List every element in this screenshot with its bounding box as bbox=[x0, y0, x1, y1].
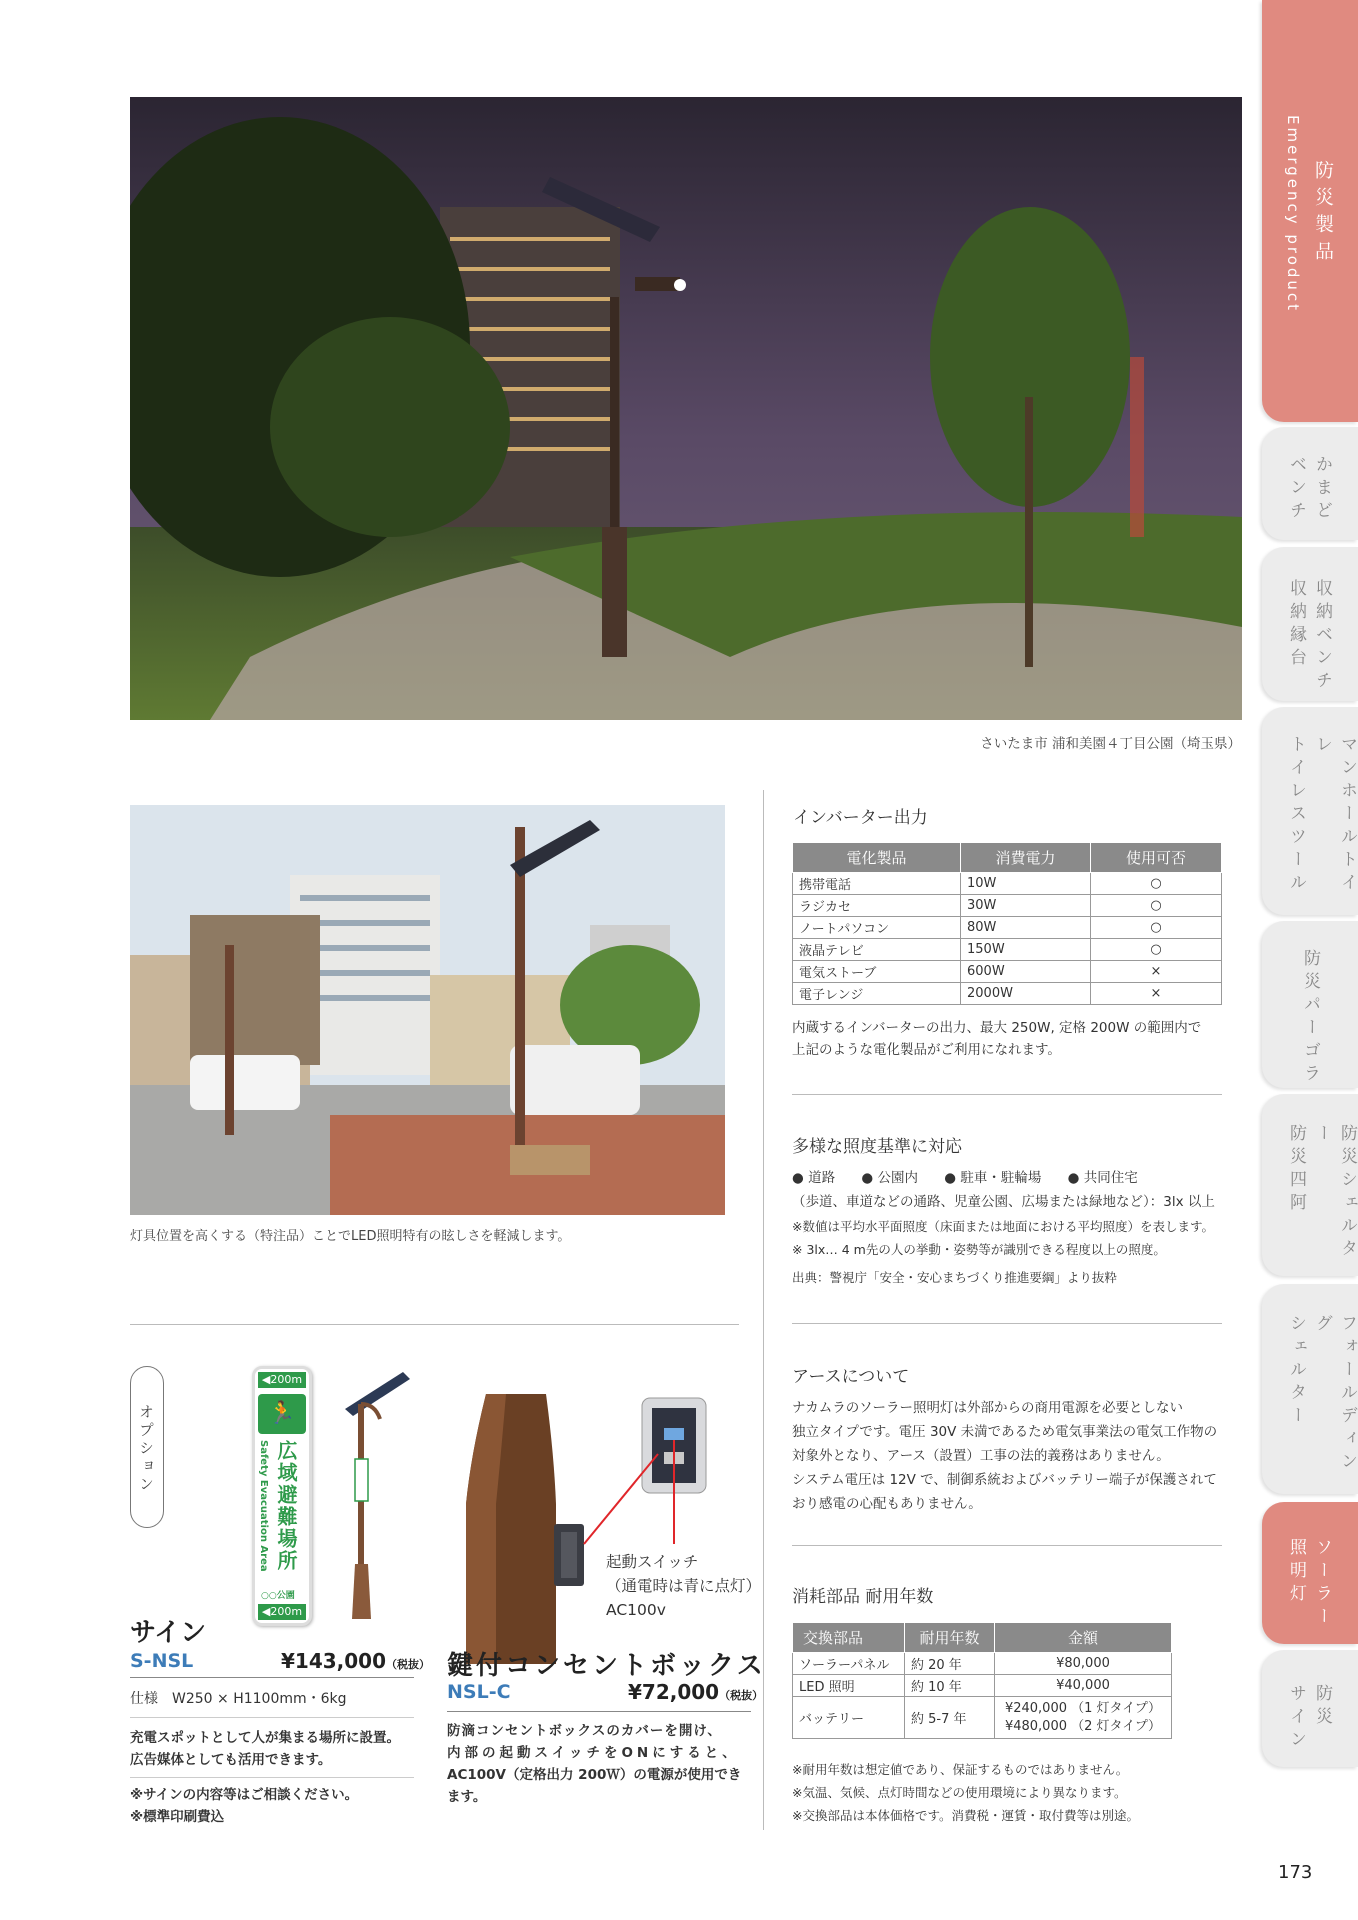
cell: ノートパソコン bbox=[793, 917, 961, 939]
outlet-price-value: ¥72,000 bbox=[628, 1680, 720, 1704]
cell: ○ bbox=[1091, 895, 1222, 917]
divider bbox=[792, 1094, 1222, 1095]
cell: 約 20 年 bbox=[905, 1653, 995, 1675]
table-row bbox=[793, 917, 1222, 939]
outlet-desc-4: ます。 bbox=[447, 1789, 487, 1805]
table-row bbox=[793, 961, 1222, 983]
table-row bbox=[793, 895, 1222, 917]
parts-title: 消耗部品 耐用年数 bbox=[792, 1587, 934, 1607]
outlet-title: 鍵付コンセントボックス bbox=[447, 1651, 766, 1681]
street-photo bbox=[130, 805, 725, 1215]
bullet-parking: ● 駐車・駐輪場 bbox=[944, 1170, 1042, 1186]
parts-table bbox=[792, 1622, 1172, 1739]
earth-line: ナカムラのソーラー照明灯は外部からの商用電源を必要としない bbox=[792, 1400, 1183, 1416]
arrow-left-icon: ◀ bbox=[261, 1605, 271, 1618]
tab-label: トイレスツール bbox=[1286, 735, 1306, 896]
table-row bbox=[793, 939, 1222, 961]
tab-label: 収納ベンチ bbox=[1312, 579, 1332, 694]
inverter-table bbox=[792, 842, 1222, 1005]
cell: ソーラーパネル bbox=[793, 1653, 905, 1675]
earth-line: 対象外となり、アース（設置）工事の法的義務はありません。 bbox=[792, 1448, 1170, 1464]
cell: ¥40,000 bbox=[995, 1675, 1172, 1697]
tab-shelter[interactable] bbox=[1262, 1094, 1358, 1276]
sign-park-text: ○○公園 bbox=[261, 1591, 295, 1601]
cell: LED 照明 bbox=[793, 1675, 905, 1697]
bullet-road: ● 道路 bbox=[792, 1170, 836, 1186]
tab-emergency-jp: 防災製品 bbox=[1312, 160, 1334, 268]
sign-note-2: ※標準印刷費込 bbox=[130, 1809, 225, 1825]
sign-desc-2: 広告媒体としても活用できます。 bbox=[130, 1752, 332, 1768]
table-row bbox=[793, 983, 1222, 1005]
battery-price-1: ¥240,000 （1 灯タイプ） bbox=[1004, 1700, 1162, 1716]
sign-tax: （税抜） bbox=[386, 1658, 431, 1671]
outlet-desc-3: AC100V（定格出力 200Ｗ）の電源が使用でき bbox=[447, 1767, 742, 1783]
cell: × bbox=[1091, 983, 1222, 1005]
cell: 2000W bbox=[961, 983, 1091, 1005]
cell: 電気ストーブ bbox=[793, 961, 961, 983]
sign-english: Safety Evacuation Area bbox=[258, 1440, 269, 1572]
sign-distance-top bbox=[258, 1372, 306, 1388]
parts-note: ※交換部品は本体価格です。消費税・運賃・取付費等は別途。 bbox=[792, 1808, 1139, 1823]
inverter-header-product: 電化製品 bbox=[793, 843, 961, 873]
cell: 液晶テレビ bbox=[793, 939, 961, 961]
tab-label: 防災シェルター bbox=[1312, 1124, 1357, 1262]
outlet-callout-3: AC100v bbox=[606, 1601, 666, 1619]
inverter-title: インバーター出力 bbox=[793, 808, 928, 828]
parts-header-years: 耐用年数 bbox=[905, 1623, 995, 1653]
cell: ¥80,000 bbox=[995, 1653, 1172, 1675]
running-person-icon: 🏃 bbox=[258, 1394, 306, 1434]
cell: 150W bbox=[961, 939, 1091, 961]
sign-note-1: ※サインの内容等はご相談ください。 bbox=[130, 1787, 359, 1803]
outlet-callout-1: 起動スイッチ bbox=[606, 1553, 699, 1571]
cell: ○ bbox=[1091, 939, 1222, 961]
outlet-model: NSL-C bbox=[447, 1681, 511, 1703]
bullet-park: ● 公園内 bbox=[861, 1170, 918, 1186]
side-tab-bar bbox=[1262, 0, 1358, 1920]
table-row bbox=[793, 1697, 1172, 1739]
divider bbox=[792, 1323, 1222, 1324]
cell: 約 10 年 bbox=[905, 1675, 995, 1697]
tab-label: サイン bbox=[1286, 1684, 1306, 1753]
cell: ○ bbox=[1091, 873, 1222, 895]
illuminance-note-2: ※ 3lx… 4 m先の人の挙動・姿勢等が識別できる程度以上の照度。 bbox=[792, 1242, 1166, 1257]
inverter-note-1: 内蔵するインバーターの出力、最大 250W, 定格 200W の範囲内で bbox=[792, 1020, 1202, 1036]
sign-spec: 仕様 W250 × H1100mm・6kg bbox=[130, 1691, 347, 1707]
parts-note: ※耐用年数は想定値であり、保証するものではありません。 bbox=[792, 1762, 1129, 1777]
outlet-desc-2: 内部の起動スイッチをONにすると、 bbox=[447, 1745, 740, 1761]
option-label: オプション bbox=[137, 1404, 155, 1494]
sign-price bbox=[281, 1649, 430, 1673]
cell: 80W bbox=[961, 917, 1091, 939]
tab-label: マンホールトイレ bbox=[1312, 735, 1357, 896]
tab-label: 照明灯 bbox=[1286, 1538, 1306, 1607]
earth-line: システム電圧は 12V で、制御系統およびバッテリー端子が保護されて bbox=[792, 1472, 1217, 1488]
tab-folding-shelter[interactable] bbox=[1262, 1284, 1358, 1494]
tab-label: 防災四阿 bbox=[1286, 1124, 1306, 1216]
illuminance-note-1: ※数値は平均水平面照度（床面または地面における平均照度）を表します。 bbox=[792, 1219, 1214, 1234]
arrow-left-icon: ◀ bbox=[261, 1373, 271, 1386]
sign-model: S-NSL bbox=[130, 1650, 194, 1672]
page-number: 173 bbox=[1278, 1862, 1313, 1883]
outlet-tax: （税抜） bbox=[719, 1689, 764, 1702]
tab-label: シェルター bbox=[1286, 1314, 1306, 1429]
inverter-header-power: 消費電力 bbox=[961, 843, 1091, 873]
outlet-desc-1: 防滴コンセントボックスのカバーを開け、 bbox=[447, 1723, 722, 1739]
tab-label: 防災パーゴラ bbox=[1300, 949, 1320, 1087]
street-caption: 灯具位置を高くする（特注品）ことでLED照明特有の眩しさを軽減します。 bbox=[130, 1229, 571, 1244]
inverter-note-2: 上記のような電化製品がご利用になれます。 bbox=[792, 1042, 1061, 1058]
outlet-pole-illustration bbox=[466, 1394, 766, 1664]
tab-label: 収納縁台 bbox=[1286, 579, 1306, 671]
cell: 600W bbox=[961, 961, 1091, 983]
hero-photo bbox=[130, 97, 1242, 720]
divider bbox=[447, 1711, 751, 1712]
inverter-header-usable: 使用可否 bbox=[1091, 843, 1222, 873]
sign-title: サイン bbox=[130, 1618, 207, 1648]
parts-header-part: 交換部品 bbox=[793, 1623, 905, 1653]
cell: 電子レンジ bbox=[793, 983, 961, 1005]
battery-price-2: ¥480,000 （2 灯タイプ） bbox=[1004, 1718, 1162, 1734]
sign-distance-top-text: 200m bbox=[270, 1373, 303, 1386]
divider bbox=[130, 1324, 739, 1325]
tab-label: 防災 bbox=[1312, 1684, 1332, 1730]
cell: 約 5-7 年 bbox=[905, 1697, 995, 1739]
cell: バッテリー bbox=[793, 1697, 905, 1739]
cell: ラジカセ bbox=[793, 895, 961, 917]
sign-main-text: 広域避難場所 bbox=[274, 1440, 298, 1572]
table-row bbox=[793, 1653, 1172, 1675]
tab-sign[interactable] bbox=[1262, 1650, 1358, 1767]
sign-desc-1: 充電スポットとして人が集まる場所に設置。 bbox=[130, 1730, 400, 1746]
hero-caption: さいたま市 浦和美園４丁目公園（埼玉県） bbox=[980, 736, 1241, 752]
tab-label: ベンチ bbox=[1286, 455, 1306, 524]
table-row bbox=[793, 873, 1222, 895]
cell: 携帯電話 bbox=[793, 873, 961, 895]
cell: 10W bbox=[961, 873, 1091, 895]
divider bbox=[130, 1677, 414, 1678]
tab-manhole-toilet[interactable] bbox=[1262, 707, 1358, 915]
illuminance-title: 多様な照度基準に対応 bbox=[792, 1137, 962, 1157]
illuminance-bullets bbox=[792, 1166, 1138, 1190]
cell: ○ bbox=[1091, 917, 1222, 939]
outlet-price bbox=[628, 1680, 763, 1704]
cell: 30W bbox=[961, 895, 1091, 917]
bullet-housing: ● 共同住宅 bbox=[1067, 1170, 1138, 1186]
outlet-callout-2: （通電時は青に点灯） bbox=[606, 1577, 762, 1595]
divider bbox=[792, 1545, 1222, 1546]
divider bbox=[130, 1717, 414, 1718]
parts-note: ※気温、気候、点灯時間などの使用環境により異なります。 bbox=[792, 1785, 1127, 1800]
divider bbox=[130, 1777, 414, 1778]
sign-pole-illustration bbox=[335, 1364, 415, 1629]
tab-solar-light[interactable] bbox=[1262, 1502, 1358, 1644]
illuminance-source: 出典：警視庁「安全・安心まちづくり推進要綱」より抜粋 bbox=[792, 1270, 1117, 1285]
earth-line: おり感電の心配もありません。 bbox=[792, 1496, 982, 1512]
parts-header-price: 金額 bbox=[995, 1623, 1172, 1653]
cell bbox=[995, 1697, 1172, 1739]
tab-pergola[interactable] bbox=[1262, 921, 1358, 1088]
sign-distance-bottom-text: 200m bbox=[270, 1605, 303, 1618]
tab-label: フォールディング bbox=[1312, 1314, 1357, 1475]
tab-emergency-product[interactable] bbox=[1262, 0, 1358, 422]
tab-label: ソーラー bbox=[1312, 1538, 1332, 1630]
tab-kamado-bench[interactable] bbox=[1262, 427, 1358, 540]
tab-storage-bench[interactable] bbox=[1262, 547, 1358, 701]
tab-label: かまど bbox=[1312, 455, 1332, 524]
sign-distance-bottom bbox=[258, 1604, 306, 1620]
cell: × bbox=[1091, 961, 1222, 983]
sign-price-value: ¥143,000 bbox=[281, 1649, 387, 1673]
table-row bbox=[793, 1675, 1172, 1697]
earth-title: アースについて bbox=[792, 1367, 910, 1387]
illuminance-line: （歩道、車道などの通路、児童公園、広場または緑地など）：3lx 以上 bbox=[792, 1194, 1215, 1210]
earth-line: 独立タイプです。電圧 30V 未満であるため電気事業法の電気工作物の bbox=[792, 1424, 1218, 1440]
tab-emergency-en: Emergency product bbox=[1284, 115, 1302, 314]
